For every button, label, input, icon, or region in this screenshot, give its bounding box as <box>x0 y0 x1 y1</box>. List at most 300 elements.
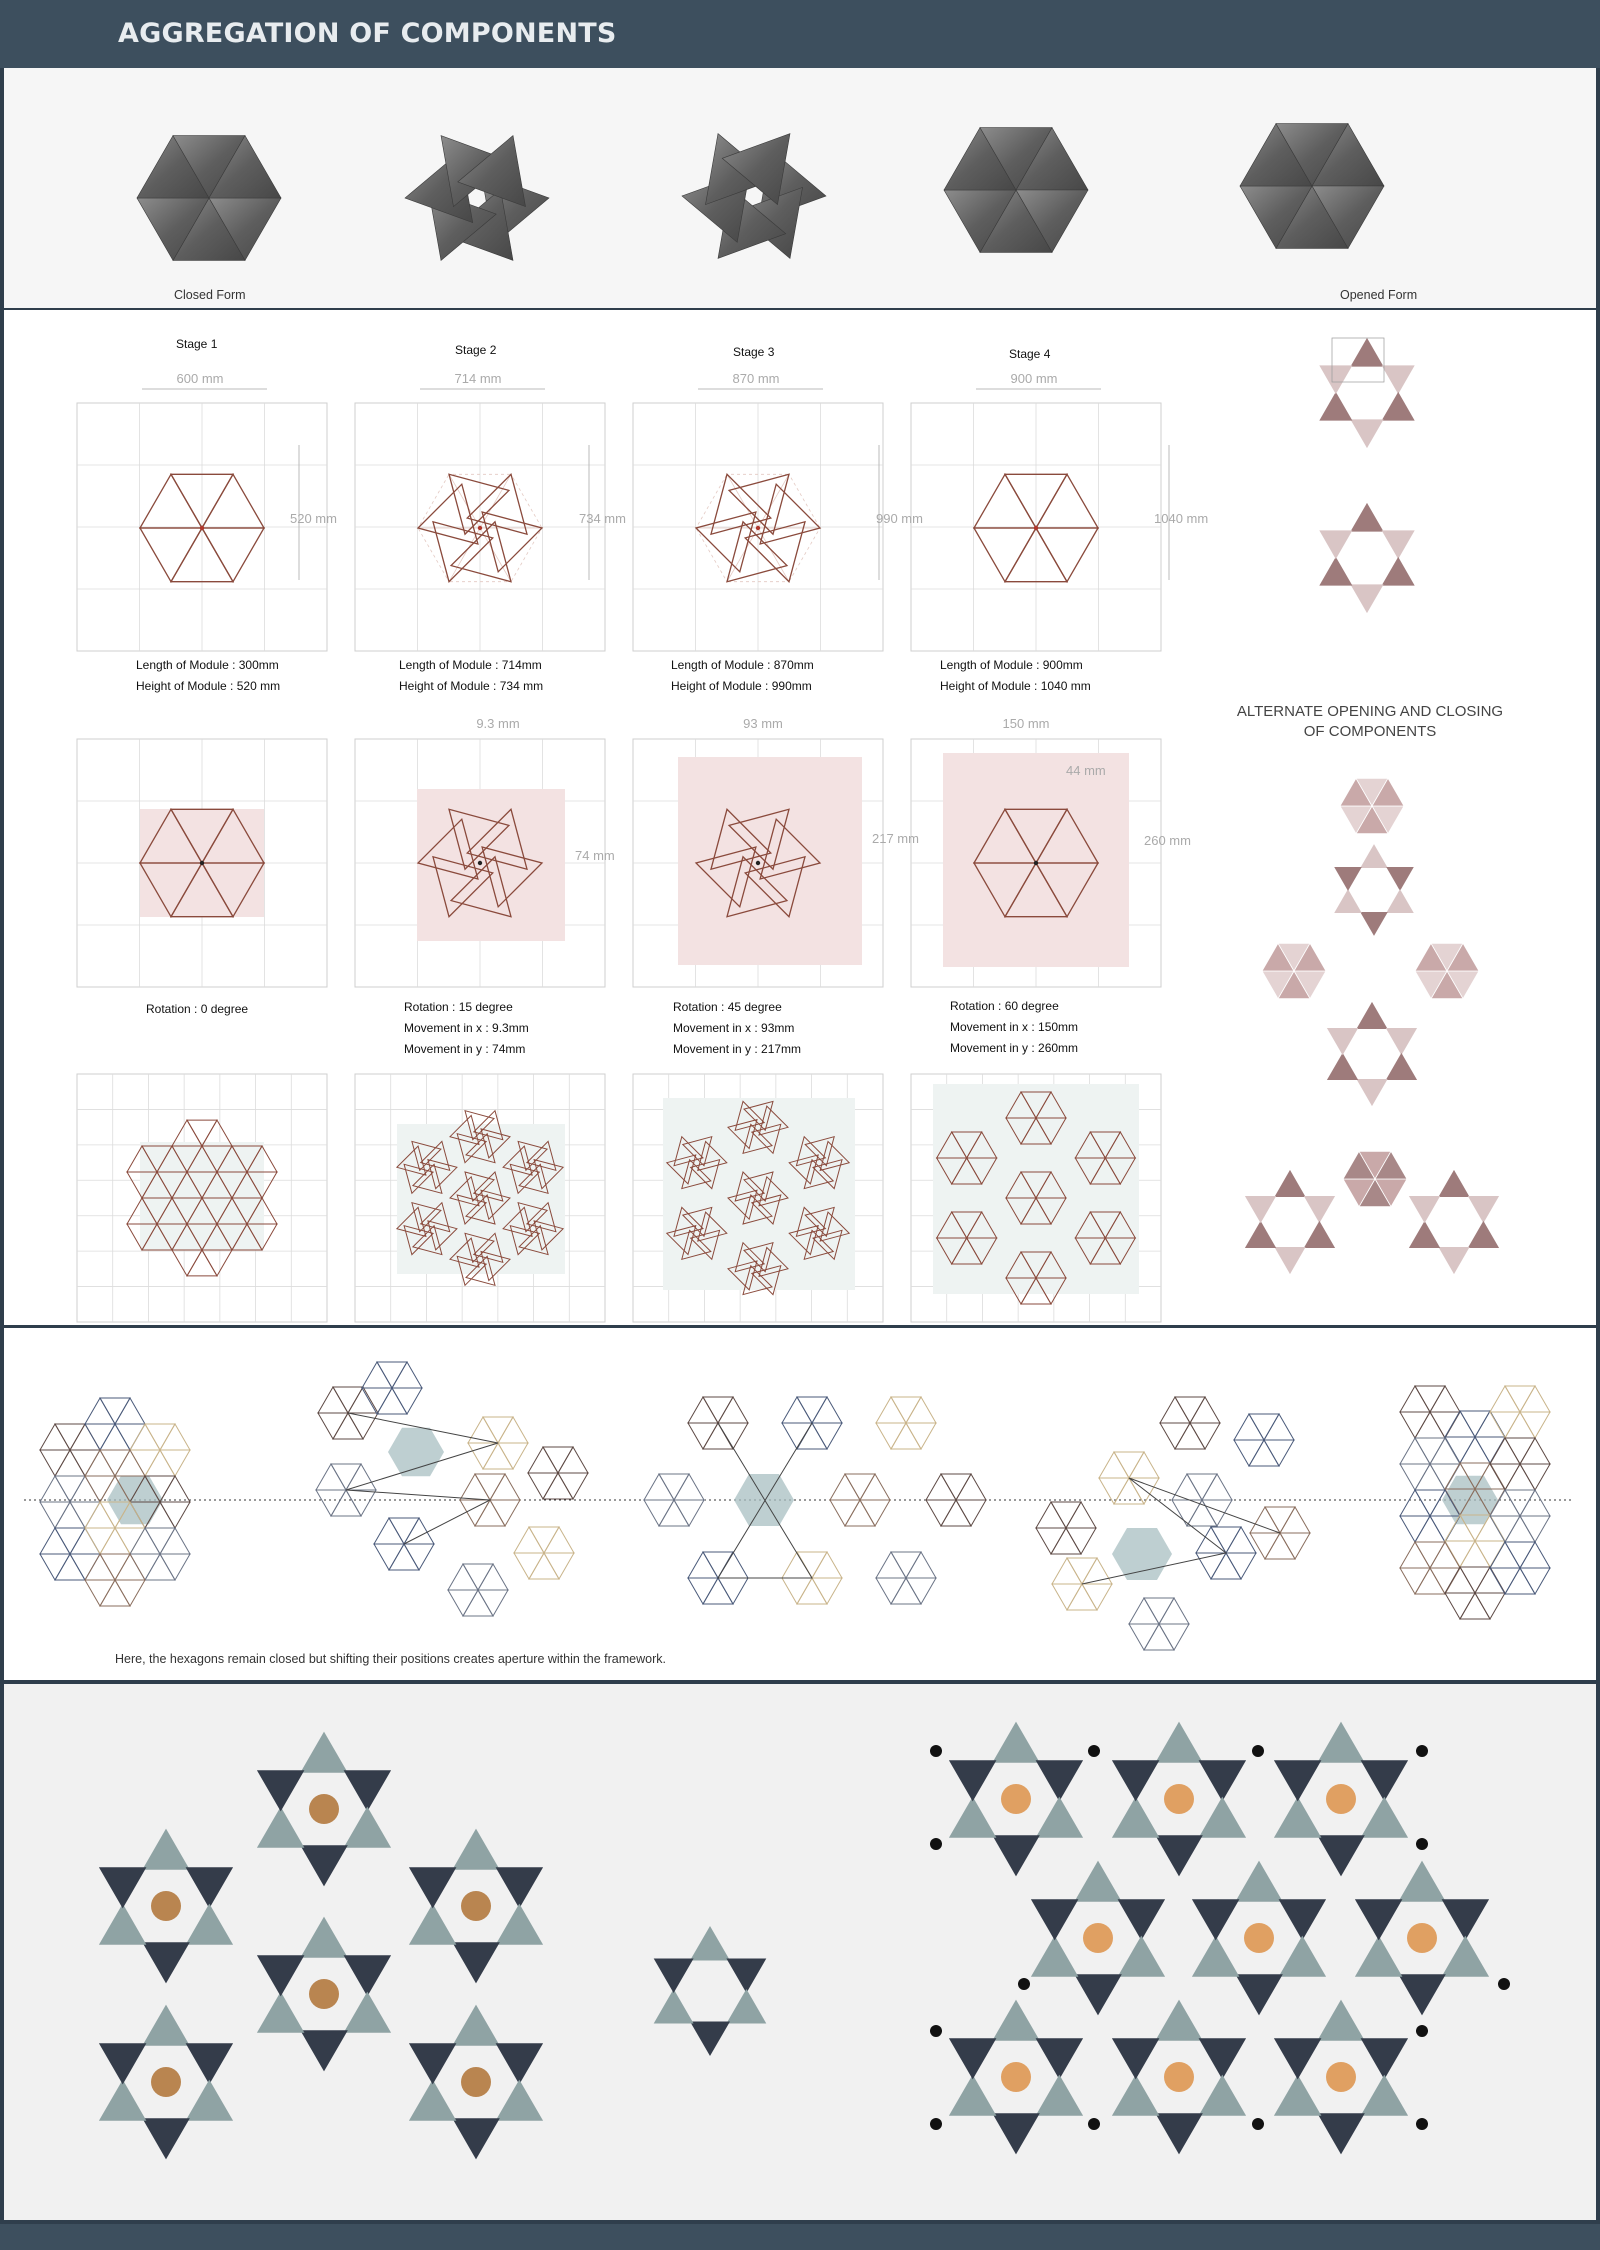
cluster-2-hexagon <box>404 1544 434 1570</box>
stage-grid-drawing <box>4 310 1596 1325</box>
pattern-triangle <box>496 1867 543 1908</box>
cluster-2-hexagon <box>558 1447 588 1473</box>
cluster-3-hexagon <box>718 1397 748 1423</box>
cluster-5-hexagon <box>1400 1464 1430 1490</box>
stage-1-triangle-1 <box>202 528 264 582</box>
cluster-2-hexagon <box>348 1387 378 1413</box>
pattern-triangle <box>1118 1936 1166 1977</box>
alternate-triangle <box>1350 584 1383 613</box>
cluster-5-hexagon <box>1400 1412 1430 1438</box>
stage-3-aggregate-box <box>663 1098 855 1290</box>
cluster-3-hexagon <box>782 1578 812 1604</box>
cluster-3-hexagon <box>941 1500 971 1526</box>
stage-4-triangle-4 <box>974 528 1036 582</box>
stage-3-title: Stage 3 <box>733 345 775 359</box>
cluster-4-hexagon <box>1249 1440 1279 1466</box>
joint-dot <box>930 2118 942 2130</box>
cluster-4-hexagon <box>1052 1558 1082 1584</box>
pattern-triangle <box>690 2022 730 2057</box>
cluster-2-hexagon <box>346 1490 376 1516</box>
pattern-triangle <box>1361 2038 1409 2079</box>
cluster-4-hexagon <box>1114 1452 1144 1478</box>
cluster-1-hexagon <box>40 1424 70 1450</box>
cluster-4-hexagon <box>1190 1423 1220 1449</box>
cluster-1-hexagon <box>55 1476 85 1502</box>
stage-3-triangle-1 <box>760 484 820 544</box>
pattern-triangle <box>726 1989 766 2024</box>
stage-4-length: Length of Module : 900mm <box>940 658 1083 672</box>
stage-2-triangle-6 <box>467 474 527 534</box>
alternate-triangle <box>1360 844 1388 868</box>
pattern-triangle <box>344 1992 392 2033</box>
stage-4-corner-dim: 44 mm <box>1066 763 1106 778</box>
stage-4-rotation: Rotation : 60 degree <box>950 999 1059 1013</box>
stage-1-aggregate-box <box>140 1142 264 1250</box>
cluster-5-hexagon <box>1445 1541 1475 1567</box>
cluster-5-hexagon <box>1520 1464 1550 1490</box>
cluster-2-hexagon <box>362 1388 392 1414</box>
alternate-triangle <box>1356 1002 1387 1029</box>
alternate-triangle <box>1409 1196 1440 1223</box>
stage-grid-panel <box>4 310 1596 1325</box>
cluster-1-hexagon <box>130 1554 160 1580</box>
opening-dot <box>1407 1923 1437 1953</box>
opening-dot <box>461 1891 491 1921</box>
cluster-3-hexagon <box>906 1423 936 1449</box>
cluster-3-hexagon <box>703 1578 733 1604</box>
cluster-1-hexagon <box>70 1502 100 1528</box>
cluster-5-hexagon <box>1400 1516 1430 1542</box>
cluster-4-hexagon <box>1264 1414 1294 1440</box>
cluster-5-hexagon <box>1520 1490 1550 1516</box>
cluster-3-hexagon <box>797 1423 827 1449</box>
opening-dot <box>1326 1784 1356 1814</box>
stage-2-triangle-5 <box>449 474 509 534</box>
pattern-triangle <box>257 1955 305 1996</box>
cluster-2-hexagon <box>490 1474 520 1500</box>
cluster-4-link <box>1082 1478 1280 1584</box>
stage-1-height-dim: 520 mm <box>290 511 337 526</box>
cluster-2-hexagon <box>333 1413 363 1439</box>
cluster-5-hexagon <box>1505 1542 1535 1568</box>
cluster-1-hexagon <box>55 1424 85 1450</box>
pattern-triangle <box>1279 1899 1327 1940</box>
pattern-triangle <box>409 2043 457 2084</box>
cluster-4-hexagon <box>1234 1414 1264 1440</box>
cluster-1-hexagon <box>85 1528 115 1554</box>
pattern-triangle <box>300 1917 348 1958</box>
stage-1-rotation-info <box>146 999 248 1020</box>
cluster-1-hexagon <box>70 1528 100 1554</box>
stage-2-move-width: 9.3 mm <box>476 716 520 731</box>
cluster-4-hexagon <box>1129 1598 1159 1624</box>
cluster-4-hexagon <box>1190 1397 1220 1423</box>
cluster-1-hexagon <box>145 1424 175 1450</box>
cluster-5-hexagon <box>1520 1516 1550 1542</box>
stage-1-pivot-dot <box>200 861 204 865</box>
pattern-triangle <box>344 1955 392 1996</box>
stage-4-triangle-5 <box>974 474 1036 528</box>
cluster-5-hexagon <box>1490 1464 1520 1490</box>
cluster-5-hexagon <box>1505 1438 1535 1464</box>
pattern-triangle <box>1442 1936 1490 1977</box>
cluster-2-hexagon <box>475 1500 505 1526</box>
joint-dot <box>1498 1978 1510 1990</box>
pattern-triangle <box>690 1926 730 1961</box>
cluster-5-hexagon <box>1400 1542 1430 1568</box>
cluster-5-hexagon <box>1490 1542 1520 1568</box>
cluster-3-hexagon <box>688 1578 718 1604</box>
pattern-triangle <box>1361 1797 1409 1838</box>
reference-triangle <box>974 474 1036 528</box>
cluster-4-hexagon <box>1036 1502 1066 1528</box>
reference-triangle <box>1036 474 1098 528</box>
pattern-triangle <box>1235 1861 1283 1902</box>
cluster-5-hexagon <box>1415 1464 1445 1490</box>
stage-4-module-info <box>940 655 1091 697</box>
cluster-2-hexagon <box>348 1413 378 1439</box>
opening-dot <box>1244 1923 1274 1953</box>
stage-3-module-info <box>671 655 814 697</box>
cluster-5-hexagon <box>1415 1438 1445 1464</box>
cluster-2-hexagon <box>331 1490 361 1516</box>
stage-2-move-y: Movement in y : 74mm <box>404 1042 526 1056</box>
cluster-5-hexagon <box>1430 1386 1460 1412</box>
cluster-1-hexagon <box>70 1424 100 1450</box>
hexagon-network-note: Here, the hexagons remain closed but shifting their positions creates aperture within the framework. <box>115 1652 666 1666</box>
stage-2-move-x: Movement in x : 9.3mm <box>404 1021 529 1035</box>
cluster-3-link <box>718 1423 812 1578</box>
pattern-triangle <box>99 2080 146 2121</box>
cluster-2-hexagon <box>333 1387 363 1413</box>
pattern-triangle <box>1442 1899 1490 1940</box>
cluster-1-hexagon <box>100 1580 130 1606</box>
hexagon-network-drawing <box>4 1328 1596 1680</box>
cluster-1-hexagon <box>70 1476 100 1502</box>
cluster-5-hexagon <box>1490 1386 1520 1412</box>
highlight-hexagon <box>388 1428 444 1476</box>
cluster-1-hexagon <box>160 1476 190 1502</box>
cluster-3-hexagon <box>891 1423 921 1449</box>
cluster-2-hexagon <box>463 1590 493 1616</box>
cluster-3-hexagon <box>797 1578 827 1604</box>
stage-1-module-info <box>136 655 280 697</box>
cluster-2-hexagon <box>544 1553 574 1579</box>
cluster-5-hexagon <box>1475 1437 1505 1463</box>
cluster-5-hexagon <box>1475 1411 1505 1437</box>
cluster-5-hexagon <box>1460 1593 1490 1619</box>
reference-triangle <box>1036 528 1098 582</box>
stage-2-height-dim: 734 mm <box>579 511 626 526</box>
joint-dot <box>1088 1745 1100 1757</box>
cluster-1-hexagon <box>40 1528 70 1554</box>
cluster-3-hexagon <box>718 1423 748 1449</box>
stage-3-length: Length of Module : 870mm <box>671 658 814 672</box>
hexagon-network-panel <box>4 1328 1596 1680</box>
cluster-2-hexagon <box>448 1590 478 1616</box>
cluster-3-hexagon <box>703 1397 733 1423</box>
cluster-1-hexagon <box>85 1580 115 1606</box>
cluster-3-hexagon <box>703 1552 733 1578</box>
reference-triangle <box>480 528 542 582</box>
alternate-triangle <box>1382 557 1415 586</box>
cluster-3-hexagon <box>926 1474 956 1500</box>
cluster-3-hexagon <box>659 1500 689 1526</box>
cluster-3-hexagon <box>797 1397 827 1423</box>
stage-2-center-dot <box>478 526 482 530</box>
stage-4-pivot-dot <box>1034 861 1038 865</box>
cluster-3-hexagon <box>830 1474 860 1500</box>
cluster-1-hexagon <box>145 1554 175 1580</box>
cluster-5-hexagon <box>1400 1490 1430 1516</box>
cluster-2-hexagon <box>318 1413 348 1439</box>
closed-form-label: Closed Form <box>174 288 246 302</box>
cluster-1-hexagon <box>115 1450 145 1476</box>
stage-4-title: Stage 4 <box>1009 347 1051 361</box>
pattern-triangle <box>1155 1722 1203 1763</box>
stage-1-title: Stage 1 <box>176 337 218 351</box>
pattern-triangle <box>1118 1899 1166 1940</box>
cluster-2-hexagon <box>478 1590 508 1616</box>
cluster-5-hexagon <box>1460 1567 1490 1593</box>
highlight-hexagon <box>734 1474 794 1526</box>
cluster-3-hexagon <box>688 1552 718 1578</box>
alternate-triangle <box>1327 1028 1358 1055</box>
cluster-4-hexagon <box>1172 1474 1202 1500</box>
cluster-2-hexagon <box>544 1527 574 1553</box>
cluster-4-hexagon <box>1202 1500 1232 1526</box>
pattern-triangle <box>1074 1861 1122 1902</box>
alternate-triangle <box>1386 1053 1417 1080</box>
cluster-1-hexagon <box>130 1424 160 1450</box>
pattern-triangle <box>300 2030 348 2071</box>
pattern-triangle <box>300 1845 348 1886</box>
pattern-triangle <box>1155 2113 1203 2154</box>
cluster-3-hexagon <box>812 1552 842 1578</box>
cluster-4-hexagon <box>1160 1423 1190 1449</box>
alternate-opening-title: ALTERNATE OPENING AND CLOSING OF COMPONENTS <box>1236 703 1504 740</box>
cluster-1-hexagon <box>115 1398 145 1424</box>
stage-4-rotation-info <box>950 996 1078 1059</box>
pattern-triangle <box>1155 2000 1203 2041</box>
stage-3-height: Height of Module : 990mm <box>671 679 812 693</box>
stage-3-triangle-3 <box>727 522 787 582</box>
alternate-triangle <box>1274 1170 1305 1197</box>
stage-2-rotation: Rotation : 15 degree <box>404 1000 513 1014</box>
cluster-2-hexagon <box>377 1362 407 1388</box>
alternate-triangle <box>1382 392 1415 421</box>
cluster-3-hexagon <box>812 1397 842 1423</box>
cluster-1-hexagon <box>160 1554 190 1580</box>
cluster-2-hexagon <box>498 1443 528 1469</box>
joint-dot <box>930 1745 942 1757</box>
cluster-5-hexagon <box>1505 1464 1535 1490</box>
stage-2-extent-box <box>417 789 565 941</box>
cluster-4-hexagon <box>1160 1397 1190 1423</box>
cluster-2-hexagon <box>543 1447 573 1473</box>
pattern-triangle <box>1199 1760 1247 1801</box>
cluster-3-hexagon <box>876 1578 906 1604</box>
stage-1-triangle-3 <box>140 528 202 582</box>
stage-3-move-x: Movement in x : 93mm <box>673 1021 795 1035</box>
footer-bar <box>0 2224 1600 2250</box>
stage-4-move-y: Movement in y : 260mm <box>950 1041 1079 1055</box>
cluster-5-hexagon <box>1520 1542 1550 1568</box>
cluster-4-hexagon <box>1067 1584 1097 1610</box>
pattern-triangle <box>186 1867 234 1908</box>
cluster-5-hexagon <box>1445 1593 1475 1619</box>
joint-dot <box>1018 1978 1030 1990</box>
pattern-triangle <box>1031 1899 1079 1940</box>
cluster-2-hexagon <box>448 1564 478 1590</box>
stage-3-height-dim: 990 mm <box>876 511 923 526</box>
joint-dot <box>1416 2025 1428 2037</box>
cluster-1-hexagon <box>160 1502 190 1528</box>
cluster-3-hexagon <box>891 1578 921 1604</box>
stage-2-width-dim: 714 mm <box>454 371 502 386</box>
cluster-1-hexagon <box>85 1398 115 1424</box>
pattern-triangle <box>452 1829 500 1870</box>
cluster-2-hexagon <box>543 1473 573 1499</box>
cluster-2-hexagon <box>316 1490 346 1516</box>
cluster-1-hexagon <box>55 1528 85 1554</box>
cluster-4-hexagon <box>1144 1598 1174 1624</box>
stage-2-rotation-info <box>404 997 529 1060</box>
cluster-5-hexagon <box>1400 1568 1430 1594</box>
cluster-3-hexagon <box>688 1423 718 1449</box>
aggregate-triangle <box>187 1250 217 1276</box>
cluster-2-hexagon <box>463 1564 493 1590</box>
opening-dot <box>151 1891 181 1921</box>
pattern-triangle <box>1036 1760 1084 1801</box>
cluster-2-hexagon <box>346 1464 376 1490</box>
stage-3-triangle-4 <box>696 512 756 572</box>
cluster-1-hexagon <box>115 1528 145 1554</box>
cluster-1-hexagon <box>85 1554 115 1580</box>
stage-3-triangle-5 <box>711 474 771 534</box>
cluster-5-hexagon <box>1415 1516 1445 1542</box>
stage-4-height: Height of Module : 1040 mm <box>940 679 1091 693</box>
stage-2-triangle-1 <box>482 512 542 572</box>
pattern-triangle <box>1192 1899 1240 1940</box>
cluster-5-hexagon <box>1520 1386 1550 1412</box>
alternate-triangle <box>1350 338 1383 367</box>
cluster-2-hexagon <box>377 1388 407 1414</box>
alternate-triangle <box>1327 1053 1358 1080</box>
pattern-triangle <box>1274 2075 1322 2116</box>
alternate-triangle <box>1245 1221 1276 1248</box>
cluster-1-hexagon <box>70 1554 100 1580</box>
pattern-triangle <box>142 2118 190 2159</box>
pattern-triangle <box>1274 1760 1322 1801</box>
pattern-triangle <box>992 2000 1040 2041</box>
opening-dot <box>1164 1784 1194 1814</box>
alternate-triangle <box>1386 867 1414 891</box>
cluster-2-hexagon <box>478 1564 508 1590</box>
cluster-3-hexagon <box>891 1397 921 1423</box>
cluster-2-hexagon <box>514 1527 544 1553</box>
cluster-1-hexagon <box>100 1398 130 1424</box>
pattern-triangle <box>257 1992 305 2033</box>
alternate-triangle <box>1360 912 1388 936</box>
joint-dot <box>1416 1745 1428 1757</box>
stage-2-pivot-dot <box>478 861 482 865</box>
cluster-2-hexagon <box>498 1417 528 1443</box>
cluster-3-hexagon <box>644 1500 674 1526</box>
cluster-3-hexagon <box>845 1500 875 1526</box>
cluster-5-hexagon <box>1490 1516 1520 1542</box>
stage-1-triangle-6 <box>202 474 264 528</box>
alternate-triangle <box>1382 365 1415 394</box>
cluster-5-hexagon <box>1505 1516 1535 1542</box>
alternate-triangle <box>1438 1170 1469 1197</box>
cluster-3-hexagon <box>830 1500 860 1526</box>
cluster-2-hexagon <box>528 1447 558 1473</box>
alternate-triangle <box>1468 1221 1499 1248</box>
cluster-5-hexagon <box>1475 1593 1505 1619</box>
cluster-2-hexagon <box>331 1464 361 1490</box>
cluster-5-hexagon <box>1475 1541 1505 1567</box>
pattern-triangle <box>1199 2038 1247 2079</box>
cluster-4-hexagon <box>1067 1558 1097 1584</box>
cluster-5-hexagon <box>1460 1437 1490 1463</box>
opening-dot <box>461 2067 491 2097</box>
pattern-triangle <box>949 1797 997 1838</box>
cluster-3-hexagon <box>718 1578 748 1604</box>
cluster-1-hexagon <box>160 1528 190 1554</box>
opening-dot <box>1001 2062 1031 2092</box>
alternate-triangle <box>1334 889 1362 913</box>
stage-4-aggregate-box <box>933 1084 1139 1294</box>
stage-1-triangle-4 <box>140 474 202 528</box>
cluster-3-hexagon <box>674 1500 704 1526</box>
pattern-triangle <box>257 1807 305 1848</box>
cluster-4-hexagon <box>1175 1423 1205 1449</box>
pattern-triangle <box>654 1989 694 2024</box>
cluster-1-hexagon <box>40 1450 70 1476</box>
pattern-triangle <box>186 2043 234 2084</box>
pattern-triangle <box>1192 1936 1240 1977</box>
cluster-3-hexagon <box>659 1474 689 1500</box>
model-photos-panel <box>4 68 1596 308</box>
cluster-1-hexagon <box>160 1450 190 1476</box>
opening-dot <box>1326 2062 1356 2092</box>
opening-dot <box>1001 1784 1031 1814</box>
cluster-4-hexagon <box>1144 1624 1174 1650</box>
pattern-triangle <box>99 1904 146 1945</box>
cluster-4-hexagon <box>1202 1474 1232 1500</box>
pattern-triangle <box>186 1904 234 1945</box>
pattern-triangle <box>949 2038 997 2079</box>
cluster-3-hexagon <box>782 1423 812 1449</box>
cluster-3-hexagon <box>860 1474 890 1500</box>
cluster-4-hexagon <box>1082 1584 1112 1610</box>
cluster-1-hexagon <box>100 1528 130 1554</box>
cluster-2-hexagon <box>528 1473 558 1499</box>
pattern-triangle <box>186 2080 234 2121</box>
cluster-4-hexagon <box>1264 1440 1294 1466</box>
pattern-triangle <box>142 1829 190 1870</box>
cluster-1-hexagon <box>145 1528 175 1554</box>
pattern-triangle <box>726 1959 766 1994</box>
stage-2-triangle-3 <box>433 522 493 582</box>
cluster-2-hexagon <box>529 1553 559 1579</box>
alternate-triangle <box>1409 1221 1440 1248</box>
alternate-triangle <box>1438 1247 1469 1274</box>
cluster-2-hexagon <box>468 1417 498 1443</box>
joint-dot <box>1252 1745 1264 1757</box>
stage-2-module-info <box>399 655 543 697</box>
